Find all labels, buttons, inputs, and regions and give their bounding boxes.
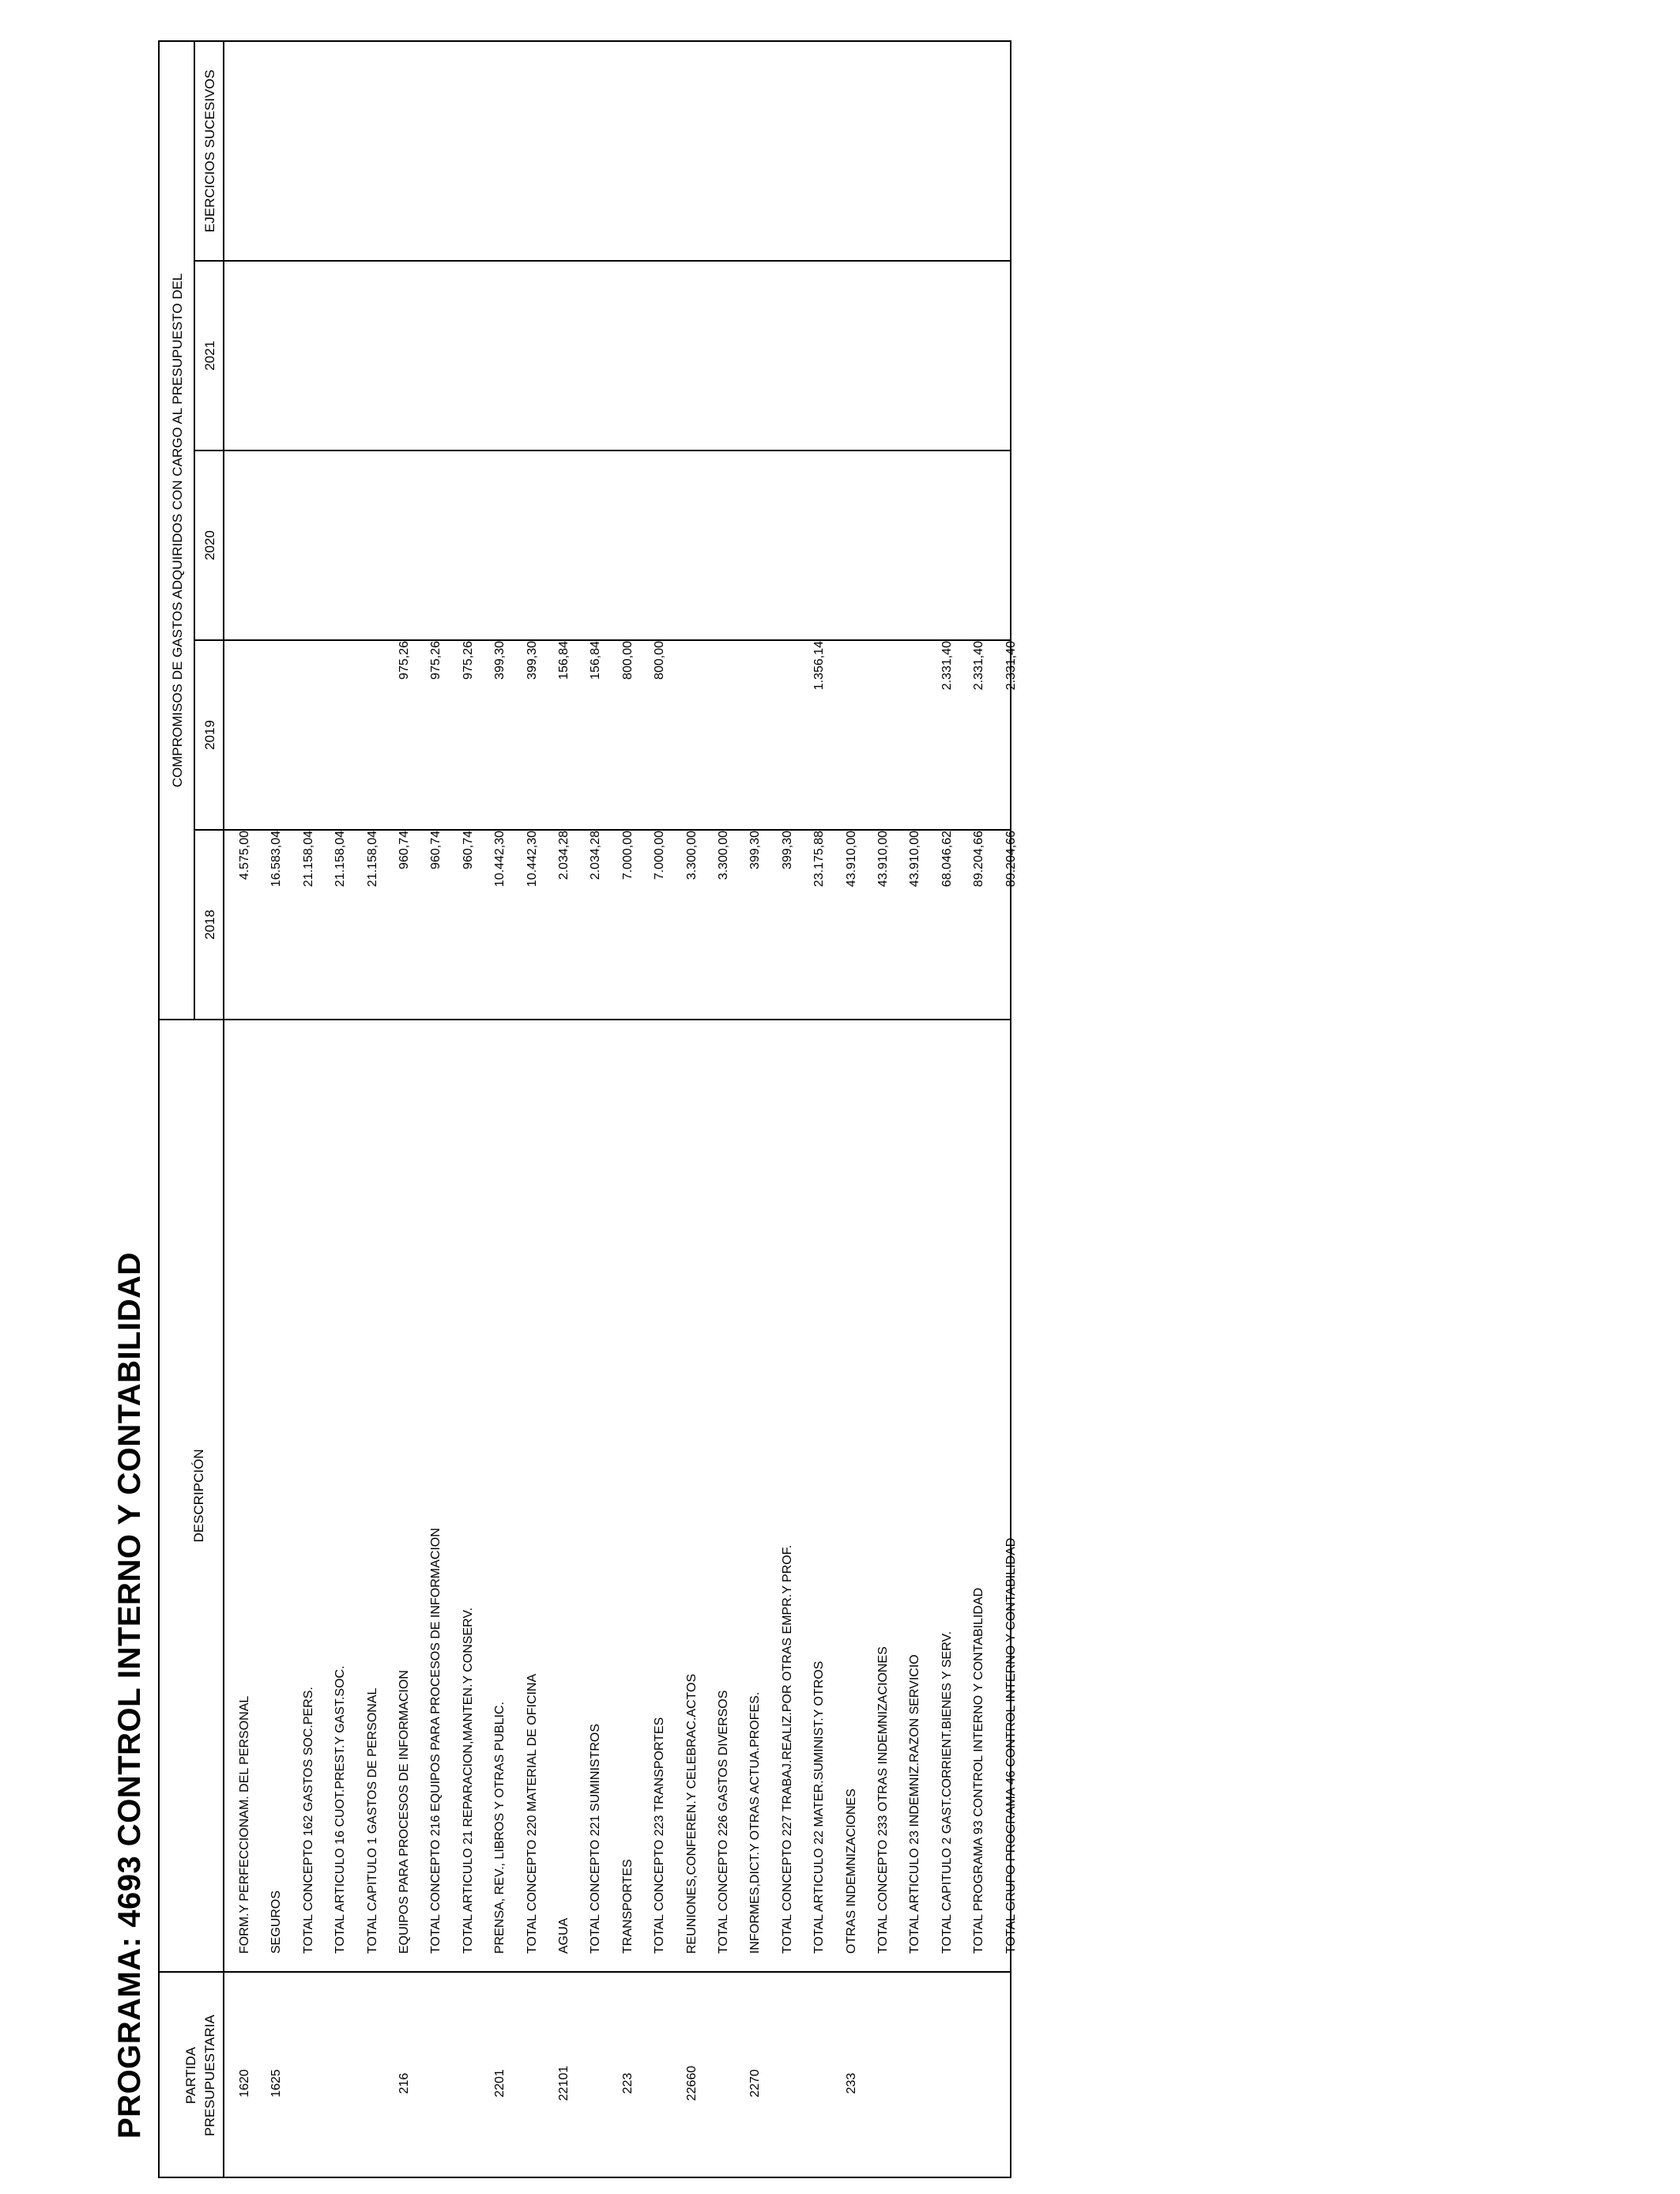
amount-2018-cell: 43.910,00 [876, 831, 890, 888]
page-title: PROGRAMA: 4693 CONTROL INTERNO Y CONTABILIDAD [112, 1252, 147, 2139]
amount-2018-cell: 89.204,66 [1004, 831, 1018, 888]
table-row [420, 40, 452, 2194]
description-cell: INFORMES,DICT.Y OTRAS ACTUA.PROFES. [748, 1691, 763, 1954]
description-cell: PRENSA, REV., LIBROS Y OTRAS PUBLIC. [493, 1702, 507, 1954]
description-cell: TOTAL CONCEPTO 233 OTRAS INDEMNIZACIONES [876, 1646, 890, 1954]
table-row [580, 40, 612, 2194]
table-row [772, 40, 804, 2194]
description-cell: TOTAL CONCEPTO 223 TRANSPORTES [653, 1717, 667, 1954]
header-year-2019: 2019 [202, 720, 217, 750]
table-row [229, 40, 261, 2194]
amount-2018-cell: 3.300,00 [717, 831, 730, 880]
table-row [548, 40, 580, 2194]
amount-2018-cell: 4.575,00 [238, 831, 251, 880]
amount-2019-cell: 399,30 [493, 641, 507, 680]
amount-2019-cell: 156,84 [589, 641, 603, 680]
description-cell: TOTAL CONCEPTO 220 MATERIAL DE OFICINA [525, 1673, 539, 1954]
description-cell: AGUA [557, 1917, 571, 1954]
amount-2019-cell: 2.331,40 [972, 641, 986, 691]
description-cell: TOTAL CAPITULO 2 GAST.CORRIENT.BIENES Y SERV. [940, 1630, 954, 1954]
description-cell: TOTAL CONCEPTO 221 SUMINISTROS [589, 1723, 603, 1954]
amount-2018-cell: 7.000,00 [653, 831, 667, 880]
description-cell: TOTAL ARTICULO 23 INDEMNIZ.RAZON SERVICIO [908, 1654, 922, 1954]
table-row [996, 40, 1027, 2194]
description-cell: REUNIONES,CONFEREN.Y CELEBRAC.ACTOS [684, 1673, 699, 1954]
amount-2018-cell: 399,30 [748, 831, 763, 869]
table-row [676, 40, 708, 2194]
table-row [804, 40, 835, 2194]
table-row [868, 40, 899, 2194]
table-row [708, 40, 740, 2194]
partida-cell: 2201 [493, 2069, 507, 2098]
header-compromisos: COMPROMISOS DE GASTOS ADQUIRIDOS CON CARGO AL PRESUPUESTO DEL [170, 273, 185, 788]
amount-2019-cell: 975,26 [461, 641, 475, 680]
header-year-2021: 2021 [202, 341, 217, 371]
description-cell: TOTAL ARTICULO 22 MATER.SUMINIST.Y OTROS [812, 1661, 827, 1954]
description-cell: TOTAL GRUPO PROGRAMA 46 CONTROL INTERNO Y CONTABILIDAD [1004, 1537, 1018, 1954]
table-border-top [158, 40, 160, 2178]
amount-2018-cell: 399,30 [780, 831, 794, 869]
amount-2018-cell: 68.046,62 [940, 831, 954, 888]
table-row [325, 40, 356, 2194]
amount-2018-cell: 3.300,00 [684, 831, 699, 880]
amount-2018-cell: 960,74 [397, 831, 411, 869]
amount-2019-cell: 2.331,40 [1004, 641, 1018, 691]
table-row [836, 40, 868, 2194]
amount-2019-cell: 975,26 [397, 641, 411, 680]
header-presupuestaria: PRESUPUESTARIA [202, 2015, 217, 2136]
amount-2019-cell: 156,84 [557, 641, 571, 680]
amount-2019-cell: 399,30 [525, 641, 539, 680]
amount-2019-cell: 2.331,40 [940, 641, 954, 691]
group-separator [194, 40, 195, 1020]
description-cell: TOTAL ARTICULO 16 CUOT.PREST.Y GAST.SOC. [333, 1665, 348, 1954]
amount-2018-cell: 7.000,00 [620, 831, 635, 880]
partida-cell: 223 [620, 2072, 635, 2094]
partida-cell: 2270 [748, 2069, 763, 2098]
description-cell: TOTAL CONCEPTO 226 GASTOS DIVERSOS [717, 1690, 730, 1954]
description-cell: EQUIPOS PARA PROCESOS DE INFORMACION [397, 1670, 411, 1954]
amount-2018-cell: 21.158,04 [365, 831, 379, 888]
description-cell: TOTAL ARTICULO 21 REPARACION,MANTEN.Y CONSERV. [461, 1607, 475, 1954]
table-row [389, 40, 420, 2194]
amount-2018-cell: 21.158,04 [301, 831, 315, 888]
partida-cell: 216 [397, 2072, 411, 2094]
table-row [261, 40, 292, 2194]
table-row [899, 40, 931, 2194]
header-separator [223, 40, 224, 2178]
amount-2019-cell: 1.356,14 [812, 641, 827, 691]
description-cell: TOTAL CONCEPTO 216 EQUIPOS PARA PROCESOS DE INFORMACION [429, 1528, 443, 1954]
description-cell: FORM.Y PERFECCIONAM. DEL PERSONAL [238, 1695, 251, 1954]
header-ejercicios-sucesivos: EJERCICIOS SUCESIVOS [202, 70, 217, 232]
table-row [963, 40, 995, 2194]
amount-2018-cell: 21.158,04 [333, 831, 348, 888]
table-row [357, 40, 389, 2194]
description-cell: TRANSPORTES [620, 1859, 635, 1954]
amount-2018-cell: 960,74 [429, 831, 443, 869]
description-cell: TOTAL CONCEPTO 162 GASTOS SOC.PERS. [301, 1687, 315, 1954]
description-cell: OTRAS INDEMNIZACIONES [844, 1789, 858, 1954]
partida-cell: 1620 [238, 2069, 251, 2098]
table-row [293, 40, 325, 2194]
amount-2018-cell: 10.442,30 [525, 831, 539, 888]
amount-2018-cell: 23.175,88 [812, 831, 827, 888]
amount-2018-cell: 960,74 [461, 831, 475, 869]
table-row [932, 40, 963, 2194]
amount-2019-cell: 800,00 [653, 641, 667, 680]
header-descripcion: DESCRIPCIÓN [191, 1449, 206, 1543]
table-row [644, 40, 676, 2194]
header-year-2018: 2018 [202, 910, 217, 940]
description-cell: SEGUROS [269, 1890, 284, 1954]
description-cell: TOTAL CONCEPTO 227 TRABAJ.REALIZ.POR OTRAS EMPR.Y PROF. [780, 1544, 794, 1954]
partida-cell: 233 [844, 2072, 858, 2094]
amount-2018-cell: 16.583,04 [269, 831, 284, 888]
description-cell: TOTAL PROGRAMA 93 CONTROL INTERNO Y CONTABILIDAD [972, 1587, 986, 1954]
header-partida: PARTIDA [183, 2046, 198, 2105]
table-row [612, 40, 644, 2194]
amount-2018-cell: 89.204,66 [972, 831, 986, 888]
header-year-2020: 2020 [202, 530, 217, 560]
amount-2018-cell: 2.034,28 [589, 831, 603, 880]
amount-2018-cell: 43.910,00 [908, 831, 922, 888]
table-row [484, 40, 516, 2194]
table-row [453, 40, 484, 2194]
table-row [740, 40, 771, 2194]
amount-2019-cell: 975,26 [429, 641, 443, 680]
amount-2018-cell: 43.910,00 [844, 831, 858, 888]
amount-2019-cell: 800,00 [620, 641, 635, 680]
amount-2018-cell: 10.442,30 [493, 831, 507, 888]
partida-cell: 22660 [684, 2065, 699, 2102]
partida-cell: 22101 [557, 2065, 571, 2102]
description-cell: TOTAL CAPITULO 1 GASTOS DE PERSONAL [365, 1687, 379, 1954]
amount-2018-cell: 2.034,28 [557, 831, 571, 880]
partida-cell: 1625 [269, 2069, 284, 2098]
table-row [517, 40, 548, 2194]
